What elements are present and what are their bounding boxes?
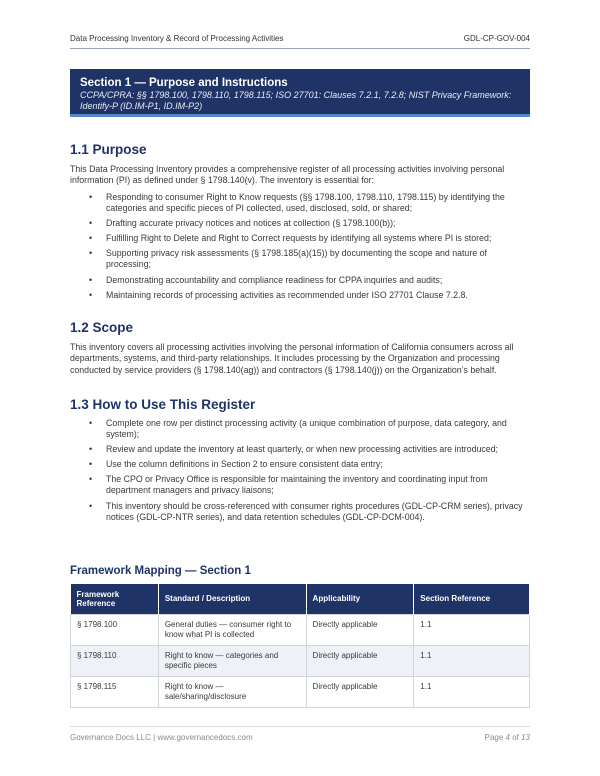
footer-company: Governance Docs LLC | www.governancedocs.com	[70, 733, 253, 742]
list-item: • Review and update the inventory at least quarterly, or when new processing activities are introduced;	[70, 444, 530, 455]
column-header: Framework Reference	[71, 584, 159, 615]
page-of: of	[509, 733, 522, 742]
page-number	[485, 733, 530, 742]
table-header-row	[71, 584, 530, 615]
purpose-intro: This Data Processing Inventory provides a comprehensive register of all processing activities involving personal information (PI) as defined under § 1798.140(v). The inventory is essential for:	[70, 164, 505, 186]
page-footer	[70, 726, 530, 742]
list-item: • The CPO or Privacy Office is responsible for maintaining the inventory and coordinating input from department managers and privacy liaisons;	[70, 474, 530, 496]
column-header: Applicability	[306, 584, 414, 615]
table-cell: Directly applicable	[306, 615, 414, 646]
list-item: • Demonstrating accountability and compliance readiness for CPPA inquiries and audits;	[70, 275, 530, 286]
section-banner	[70, 69, 530, 117]
purpose-bullet-list	[70, 192, 530, 305]
current-page: 4	[505, 733, 510, 742]
table-cell: General duties — consumer right to know what PI is collected	[158, 615, 306, 646]
table-row	[71, 677, 530, 708]
table-cell: 1.1	[414, 646, 530, 677]
table-cell: Directly applicable	[306, 677, 414, 708]
scope-heading: 1.2 Scope	[70, 320, 134, 335]
section-title: Section 1 — Purpose and Instructions	[80, 77, 288, 89]
table-cell: § 1798.110	[71, 646, 159, 677]
page-header	[70, 34, 530, 49]
table-cell: § 1798.100	[71, 615, 159, 646]
table-cell: 1.1	[414, 677, 530, 708]
table-cell: Right to know — sale/sharing/disclosure	[158, 677, 306, 708]
framework-mapping-table	[70, 584, 530, 708]
list-item: • Use the column definitions in Section 2 to ensure consistent data entry;	[70, 459, 530, 470]
mapping-heading: Framework Mapping — Section 1	[70, 565, 251, 577]
document-title: Data Processing Inventory & Record of Processing Activities	[70, 34, 284, 43]
table-row	[71, 615, 530, 646]
list-item: • Complete one row per distinct processing activity (a unique combination of purpose, data category, and system);	[70, 418, 530, 440]
table-cell: 1.1	[414, 615, 530, 646]
column-header: Standard / Description	[158, 584, 306, 615]
section-subtitle: CCPA/CPRA: §§ 1798.100, 1798.110, 1798.115; ISO 27701: Clauses 7.2.1, 7.2.8; NIST Privacy Framework: Identify-P (ID.IM-P1, ID.IM-P2)	[80, 90, 512, 111]
howto-heading: 1.3 How to Use This Register	[70, 397, 256, 412]
table-cell: Right to know — categories and specific pieces	[158, 646, 306, 677]
document-code: GDL-CP-GOV-004	[463, 34, 530, 43]
scope-text: This inventory covers all processing activities involving the personal information of California consumers across all departments, systems, and third-party relationships. It includes processing by the Organization and processing conducted by service providers (§ 1798.140(ag)) and contractors (§ 1798.140(j)) on the Organization’s behalf.	[70, 342, 514, 375]
list-item: • Responding to consumer Right to Know requests (§§ 1798.100, 1798.110, 1798.115) by identifying the categories and specific pieces of PI collected, used, disclosed, sold, or shared;	[70, 192, 530, 214]
page-prefix: Page	[484, 733, 506, 742]
list-item: • Drafting accurate privacy notices and notices at collection (§ 1798.100(b));	[70, 218, 530, 229]
column-header: Section Reference	[414, 584, 530, 615]
list-item: • Supporting privacy risk assessments (§ 1798.185(a)(15)) by documenting the scope and nature of processing;	[70, 248, 530, 270]
howto-bullet-list	[70, 418, 530, 527]
purpose-heading: 1.1 Purpose	[70, 142, 147, 157]
list-item: • Maintaining records of processing activities as recommended under ISO 27701 Clause 7.2.8.	[70, 290, 530, 301]
list-item: • Fulfilling Right to Delete and Right to Correct requests by identifying all systems where PI is stored;	[70, 233, 530, 244]
list-item: • This inventory should be cross-referenced with consumer rights procedures (GDL-CP-CRM series), privacy notices (GDL-CP-NTR series), and data retention schedules (GDL-CP-DCM-004).	[70, 501, 530, 523]
table-row	[71, 646, 530, 677]
total-pages: 13	[521, 733, 530, 742]
table-cell: § 1798.115	[71, 677, 159, 708]
table-cell: Directly applicable	[306, 646, 414, 677]
